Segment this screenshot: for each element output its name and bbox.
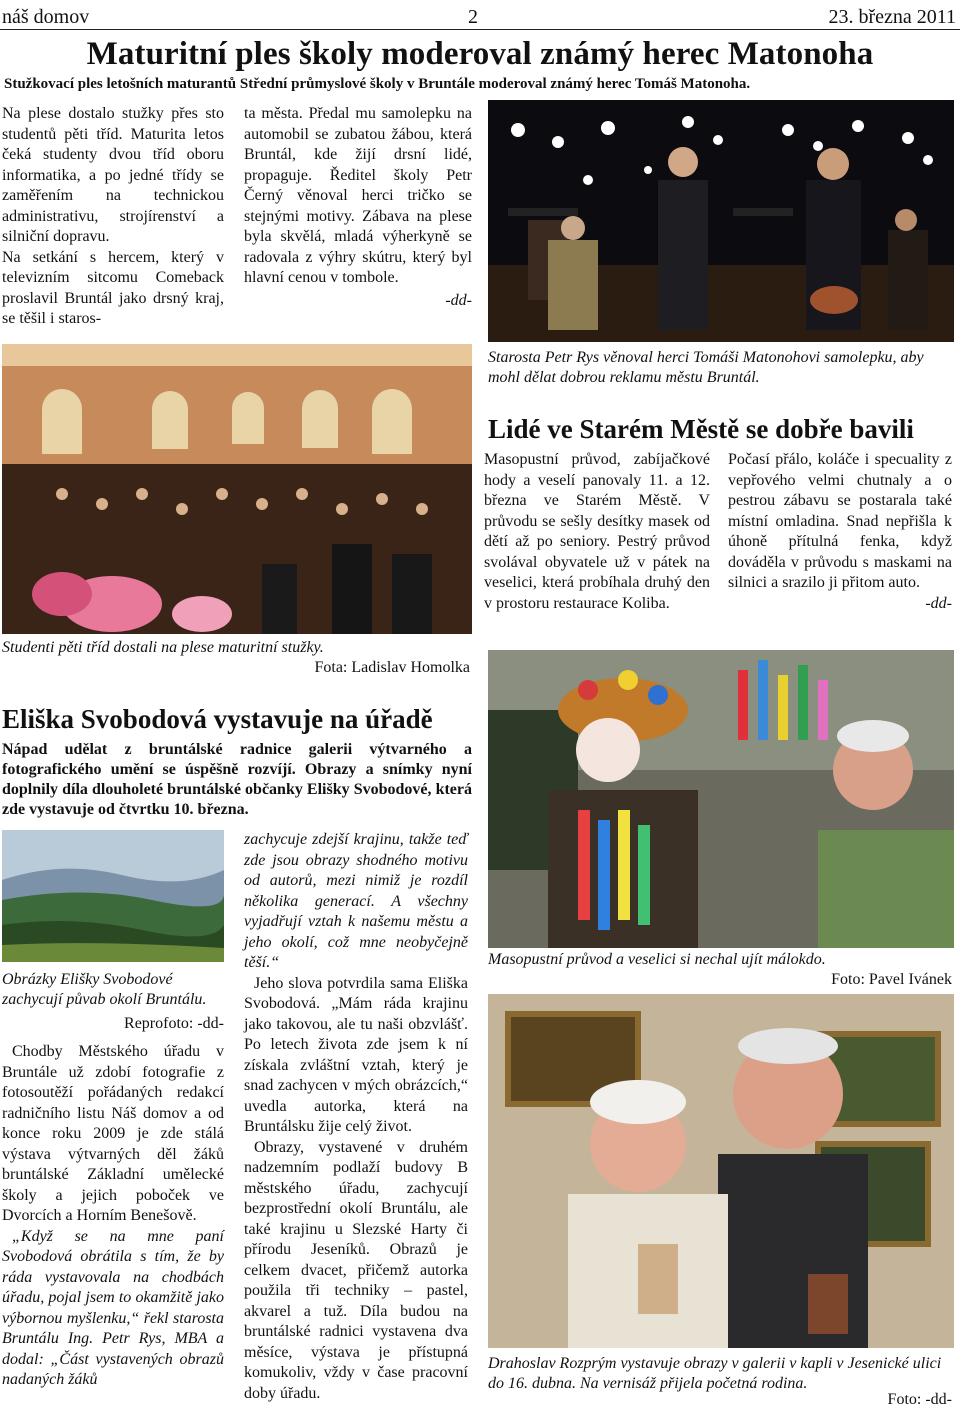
section-name: náš domov xyxy=(2,6,90,28)
painting-credit: Reprofoto: -dd- xyxy=(124,1015,224,1032)
photo-carnival xyxy=(488,650,954,948)
article3-col1 xyxy=(2,1042,224,1391)
photo-hall-caption: Studenti pěti tříd dostali na plese maturitní stužky. xyxy=(2,639,324,656)
article3-lead: Nápad udělat z bruntálské radnice galerii výtvarného a fotografického umění se úspěšně rozvíjí. Obrazy a snímky nyní doplnily díla dlouholeté bruntálské občanky Elišky Svobodové, která zde vystavuje od čtvrtku 10. března. xyxy=(2,741,472,818)
article2-col1: Masopustní průvod, zabíjačkové hody a veselí panovaly 11. a 12. března ve Starém Městě. V průvodu se sešly desítky masek od dětí až po seniory. Pestrý průvod svolával obyvatele už v pátek na veselici, která probíhala druhý den v prostoru restaurace Koliba. xyxy=(484,451,710,612)
page-number: 2 xyxy=(468,6,478,28)
article1-col1-p2: Na setkání s hercem, který v televizním sitcomu Comeback proslavil Bruntál jako drsný kraj, se těšil i staros- xyxy=(2,248,224,327)
article3-col2-p3: Obrazy, vystavené v druhém nadzemním podlaží budovy B městského úřadu, zachycují bezprostřední okolí Bruntálu, ale také krajinu u Slezské Harty či přírodu Jeseníků. Obrazů je celkem dvacet, přičemž autorka použila tři techniky – pastel, akvarel a tuž. Díla budou na bruntálské radnici vystavena dva měsíce, výstava je přístupná komukoliv, vždy v čase pracovní doby úřadu. xyxy=(244,1138,468,1402)
photo-vernissage xyxy=(488,994,954,1348)
article1-col1-p1: Na plese dostalo stužky přes sto studentů pěti tříd. Maturita letos čeká studenty dvou tříd oboru informatika, a po jedné třídy se zaměřením na technickou administrativu, strojírenství a silniční dopravu. xyxy=(2,105,224,245)
article1-col1 xyxy=(2,104,224,330)
article3-col1-p2: „Když se na mne paní Svobodová obrátila s tím, že by ráda vystavovala na chodbách úřadu, pojal jsem to okamžitě jako výbornou myšlenku,“ řekl starosta Bruntálu Ing. Petr Rys, MBA a dodal: „Část vystavených obrazů nadaných žáků xyxy=(2,1227,224,1388)
photo-vernissage-caption: Drahoslav Rozprým vystavuje obrazy v galerii v kapli v Jesenické ulici do 16. dubna. Na vernisáž přijela početná rodina. xyxy=(488,1355,942,1392)
article1-title: Maturitní ples školy moderoval známý herec Matonoha xyxy=(86,36,874,72)
article3-col1-p1: Chodby Městského úřadu v Bruntále už zdobí fotografie z fotosoutěží pořádaných redakcí radničního listu Náš domov a od konce roku 2009 je zde stálá výstava výtvarných děl žáků bruntálské Základní umělecké školy a jejich poboček ve Dvorcích a Horním Benešově. xyxy=(2,1043,224,1224)
article3-col2 xyxy=(244,830,468,1404)
photo-hall-credit: Fota: Ladislav Homolka xyxy=(314,659,470,676)
photo-stage-caption: Starosta Petr Rys věnoval herci Tomáši Matonohovi samolepku, aby mohl dělat dobrou reklamu městu Bruntál. xyxy=(488,349,924,386)
article1-signature: -dd- xyxy=(445,291,472,309)
photo-hall xyxy=(2,344,472,634)
issue-date: 23. března 2011 xyxy=(828,6,956,28)
photo-carnival-caption: Masopustní průvod a veselici si nechal ujít málokdo. xyxy=(488,951,826,968)
article2-title: Lidé ve Starém Městě se dobře bavili xyxy=(488,414,914,444)
article3-col2-p2: Jeho slova potvrdila sama Eliška Svobodová. „Mám ráda krajinu jako takovou, ale tu naši obzvlášť. Po letech života zde jsem k ní získala zvláštní vztah, který je snad zachycen v mých obrázcích,“ uvedla autorka, která na Bruntálsku žije celý život. xyxy=(244,974,468,1135)
article1-lead: Stužkovací ples letošních maturantů Střední průmyslové školy v Bruntále moderoval známý herec Tomáš Matonoha. xyxy=(4,76,751,92)
photo-carnival-credit: Foto: Pavel Ivánek xyxy=(831,971,952,988)
photo-stage xyxy=(488,100,954,342)
painting-caption: Obrázky Elišky Svobodové zachycují půvab okolí Bruntálu. xyxy=(2,971,207,1008)
photo-painting xyxy=(2,830,224,962)
article2-signature: -dd- xyxy=(925,594,952,612)
article1-col2-p1: ta města. Předal mu samolepku na automobil se zubatou žábou, která Bruntál, kde žijí drsní lidé, propaguje. Ředitel školy Petr Černý věnoval herci tričko se stejnými motivy. Zábava na plese byla skvělá, mladá výherkyně se radovala z výhry skútru, který byl hlavní cenou v tombole. xyxy=(244,105,472,286)
article1-col2 xyxy=(244,104,472,311)
article2-col2-text: Počasí přálo, koláče i specuality z vepřového velmi chutnaly a o pestrou zábavu se postarala také místní omladina. Snad nepřišla k úhoně přítulná fenka, když dováděla v průvodu s maskami na silnici a srazilo ji přitom auto. xyxy=(728,451,952,591)
article3-title: Eliška Svobodová vystavuje na úřadě xyxy=(2,704,433,734)
article2-col2 xyxy=(728,450,952,614)
photo-vernissage-credit: Foto: -dd- xyxy=(887,1391,952,1408)
page-header xyxy=(0,4,960,30)
article3-col2-p1: zachycuje zdejší krajinu, takže teď zde jsou obrazy shodného motivu od autorů, mezi nimiž je rozdíl několika generací. A všechny vyjadřují vztah k našemu městu a jeho okolí, což mne neobyčejně těší.“ xyxy=(244,831,468,971)
